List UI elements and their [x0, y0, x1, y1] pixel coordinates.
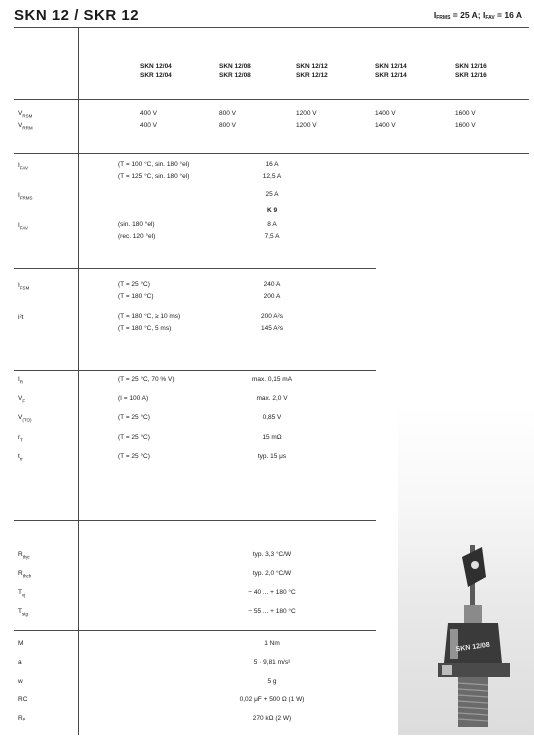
vrsm-value: 800 V: [219, 110, 236, 117]
vrrm-value: 1400 V: [375, 122, 396, 129]
vrsm-value: 1400 V: [375, 110, 396, 117]
condition-ifav-100: (T = 100 °C, sin. 180 °el): [118, 161, 190, 168]
symbol-ir: $I_R$: [18, 376, 24, 385]
value-a: 5 · 9,81 m/s²: [253, 659, 291, 666]
body-label: SKN 12/08: [455, 641, 491, 654]
condition-ir: (T = 25 °C, 70 % V): [118, 376, 175, 383]
value-ifav-rec: 7,5 A: [264, 233, 280, 240]
value-ir: max. 0,15 mA: [251, 376, 293, 383]
vrrm-value: 800 V: [219, 122, 236, 129]
vrrm-value: 1600 V: [455, 122, 476, 129]
vrsm-value: 1200 V: [296, 110, 317, 117]
symbol-w: w: [18, 678, 23, 685]
symbol-rt: $r_T$: [18, 434, 23, 443]
value-ifsm-25: 240 A: [263, 281, 281, 288]
hex-highlight: [442, 665, 452, 675]
value-rthch: typ. 2,0 °C/W: [252, 570, 292, 577]
symbol-rc: RC: [18, 696, 28, 703]
condition-ifsm-25: (T = 25 °C): [118, 281, 150, 288]
symbol-ifrms: $I_{FRMS}$: [18, 192, 33, 201]
symbol-trr: $t_{rr}$: [18, 453, 23, 462]
col-header-08: SKN 12/08 SKR 12/08: [219, 63, 251, 79]
value-ifav-100: 16 A: [265, 161, 279, 168]
symbol-vrsm: $V_{RSM}$: [18, 110, 33, 119]
col-header-16: SKN 12/16 SKR 12/16: [455, 63, 487, 79]
glass-seal: [464, 605, 482, 623]
value-trr: typ. 15 μs: [257, 453, 287, 460]
symbol-tvj: $T_{vj}$: [18, 589, 26, 598]
condition-vf: (I = 100 A): [118, 395, 149, 402]
vrrm-value: 400 V: [140, 122, 157, 129]
value-vf: max. 2,0 V: [256, 395, 288, 402]
symbol-rthjc: $R_{thjc}$: [18, 551, 30, 560]
symbol-rp: Rₚ: [18, 715, 26, 722]
value-tvj: − 40 ... + 180 °C: [248, 589, 296, 596]
value-w: 5 g: [267, 678, 277, 685]
vrsm-value: 400 V: [140, 110, 157, 117]
symbol-vrrm: $V_{RRM}$: [18, 122, 33, 131]
condition-ifav-rec: (rec. 120 °el): [118, 233, 156, 240]
value-i2t-5ms: 145 A²s: [260, 325, 284, 332]
symbol-ifav-heatsink: $I_{FAV}$: [18, 222, 28, 231]
col-header-12: SKN 12/12 SKR 12/12: [296, 63, 328, 79]
condition-i2t-10ms: (T = 180 °C, ≥ 10 ms): [118, 313, 181, 320]
condition-trr: (T = 25 °C): [118, 453, 150, 460]
value-m: 1 Nm: [264, 640, 280, 647]
symbol-m: M: [18, 640, 24, 647]
symbol-i2t: i²t: [18, 314, 24, 321]
value-rc: 0,02 μF + 500 Ω (1 W): [239, 696, 305, 703]
row-divider-voltage: [14, 99, 529, 100]
value-ifav-125: 12,5 A: [262, 173, 282, 180]
row-divider-surge: [14, 268, 376, 269]
current-rating: $I_{FRMS} = 25$ A; $I_{FAV} = 16$ A: [433, 10, 522, 21]
value-ifsm-180: 200 A: [263, 293, 281, 300]
value-i2t-10ms: 200 A²s: [260, 313, 284, 320]
value-rt: 15 mΩ: [262, 434, 282, 441]
col-header-04: SKN 12/04 SKR 12/04: [140, 63, 172, 79]
symbol-column-divider: [78, 28, 79, 735]
body-highlight: [450, 629, 458, 659]
condition-vto: (T = 25 °C): [118, 414, 150, 421]
vrrm-value: 1200 V: [296, 122, 317, 129]
value-rp: 270 kΩ (2 W): [252, 715, 292, 722]
symbol-ifsm: $I_{FSM}$: [18, 282, 30, 291]
row-divider-static: [14, 370, 376, 371]
page-title: SKN 12 / SKR 12: [14, 7, 140, 24]
row-divider-mech: [14, 630, 376, 631]
symbol-vto: $V_{(TO)}$: [18, 414, 32, 423]
value-rthjc: typ. 3,3 °C/W: [252, 551, 292, 558]
value-tstg: − 55 ... + 180 °C: [248, 608, 296, 615]
product-photo: [398, 405, 534, 735]
header-rule: [14, 27, 529, 28]
terminal-hole: [471, 561, 479, 569]
value-ifav-sin: 8 A: [267, 221, 277, 228]
value-vto: 0,85 V: [262, 414, 282, 421]
stud-diode-image: [398, 405, 534, 735]
col-header-14: SKN 12/14 SKR 12/14: [375, 63, 407, 79]
condition-ifsm-180: (T = 180 °C): [118, 293, 154, 300]
condition-ifav-sin: (sin. 180 °el): [118, 221, 155, 228]
symbol-ifav: $I_{FAV}$: [18, 162, 28, 171]
symbol-vf: $V_F$: [18, 395, 26, 404]
symbol-rthch: $R_{thch}$: [18, 570, 32, 579]
condition-ifav-125: (T = 125 °C, sin. 180 °el): [118, 173, 190, 180]
vrsm-value: 1600 V: [455, 110, 476, 117]
value-ifrms: 25 A: [265, 191, 279, 198]
condition-rt: (T = 25 °C): [118, 434, 150, 441]
row-divider-ratings: [14, 153, 529, 154]
row-divider-thermal: [14, 520, 376, 521]
condition-i2t-5ms: (T = 180 °C, 5 ms): [118, 325, 172, 332]
symbol-a: a: [18, 659, 22, 666]
heatsink-label: K 9: [266, 207, 278, 214]
symbol-tstg: $T_{stg}$: [18, 608, 28, 617]
